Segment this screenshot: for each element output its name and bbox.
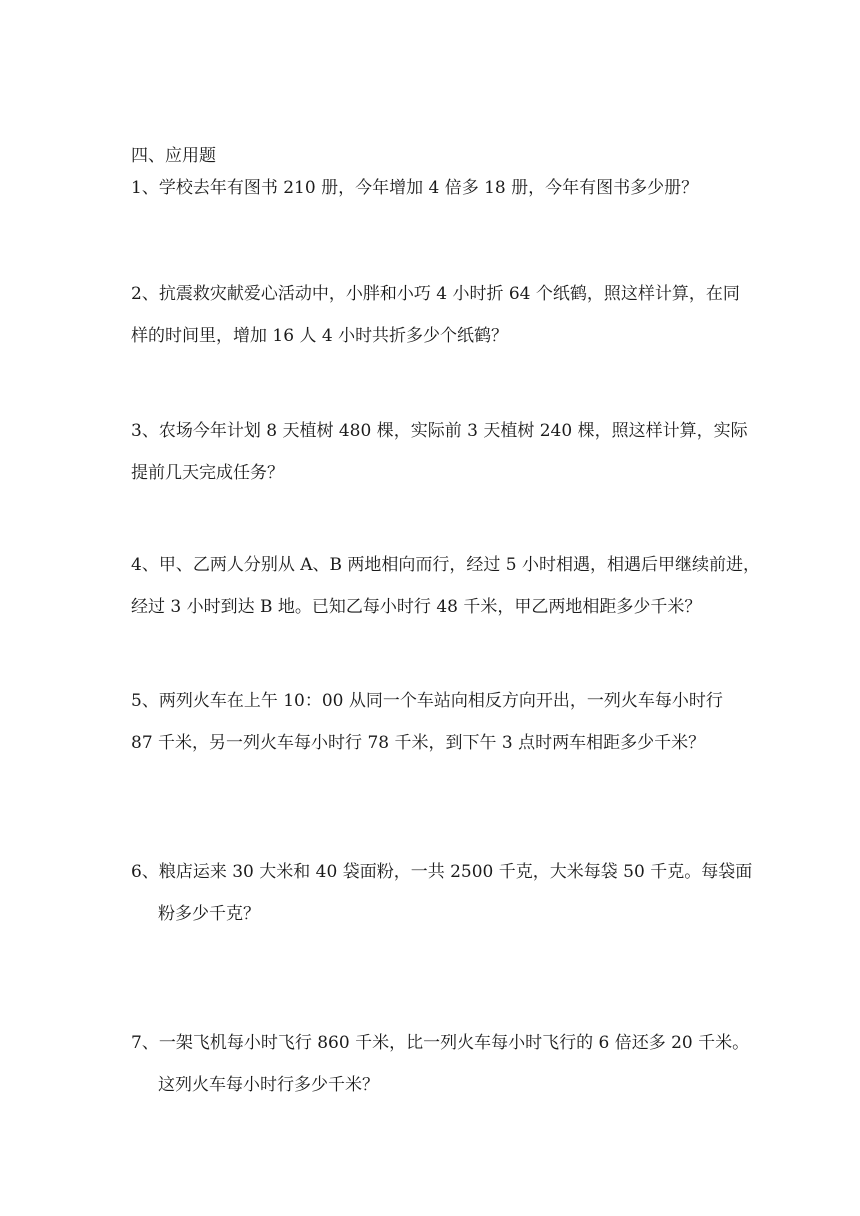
- problem-4: [131, 553, 761, 619]
- problem-3: [131, 419, 748, 485]
- problem-1: [131, 176, 731, 200]
- problem-line: 经过 3 小时到达 B 地。已知乙每小时行 48 千米，甲乙两地相距多少千米？: [131, 597, 702, 617]
- problem-6: [131, 860, 753, 926]
- problem-line: 6、粮店运来 30 大米和 40 袋面粉，一共 2500 千克，大米每袋 50 千克。每袋面: [131, 862, 753, 882]
- problem-5: [131, 689, 731, 755]
- problem-line: 1、学校去年有图书 210 册，今年增加 4 倍多 18 册，今年有图书多少册？: [131, 178, 699, 198]
- problem-7: [131, 1031, 750, 1097]
- problem-2: [131, 282, 740, 348]
- section-heading: 四、应用题: [131, 146, 216, 166]
- problem-line: 5、两列火车在上午 10：00 从同一个车站向相反方向开出，一列火车每小时行: [131, 691, 723, 711]
- problem-line: 87 千米，另一列火车每小时行 78 千米，到下午 3 点时两车相距多少千米？: [131, 733, 706, 753]
- problem-line: 4、甲、乙两人分别从 A、B 两地相向而行，经过 5 小时相遇，相遇后甲继续前进，: [131, 555, 761, 575]
- problem-line: 提前几天完成任务？: [131, 463, 284, 483]
- problem-line: 3、农场今年计划 8 天植树 480 棵，实际前 3 天植树 240 棵，照这样计算，实际: [131, 421, 748, 441]
- problem-line: 2、抗震救灾献爱心活动中，小胖和小巧 4 小时折 64 个纸鹤，照这样计算，在同: [131, 284, 740, 304]
- problem-line: 粉多少千克？: [158, 904, 260, 924]
- problem-line: 7、一架飞机每小时飞行 860 千米，比一列火车每小时飞行的 6 倍还多 20 千米。: [131, 1033, 750, 1053]
- problem-line: 样的时间里，增加 16 人 4 小时共折多少个纸鹤？: [131, 326, 509, 346]
- problem-line: 这列火车每小时行多少千米？: [158, 1075, 379, 1095]
